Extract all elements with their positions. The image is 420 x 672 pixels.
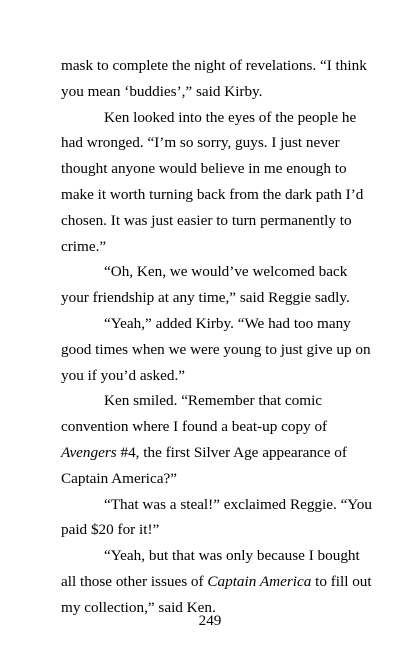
book-title-captain-america: Captain America — [207, 573, 312, 590]
text-line: my collection,” said Ken. — [61, 598, 216, 616]
text-line: convention where I found a beat-up copy of — [61, 418, 328, 436]
page-number: 249 — [198, 612, 222, 629]
text-line: you mean ‘buddies’,” said Kirby. — [61, 82, 263, 100]
text-line: paid $20 for it!” — [61, 521, 160, 539]
text-line: Ken looked into the eyes of the people he — [104, 108, 357, 126]
text-line — [61, 444, 347, 462]
text-line: “That was a steal!” exclaimed Reggie. “You — [104, 495, 372, 513]
book-title-avengers: Avengers — [61, 444, 117, 461]
text-line: “Yeah,” added Kirby. “We had too many — [104, 315, 351, 332]
text-line: you if you’d asked.” — [61, 366, 185, 384]
text-segment: to fill out — [311, 573, 372, 590]
text-line: your friendship at any time,” said Reggie sadly. — [61, 289, 350, 307]
text-line: mask to complete the night of revelations. “I think — [61, 57, 367, 74]
text-line: Captain America?” — [61, 469, 177, 487]
text-line: “Yeah, but that was only because I bought — [104, 547, 360, 565]
text-line: make it worth turning back from the dark path I’d — [61, 186, 364, 203]
text-segment: #4, the first Silver Age appearance of — [116, 444, 347, 461]
text-line: had wronged. “I’m so sorry, guys. I just never — [61, 134, 340, 152]
text-line: good times when we were young to just give up on — [61, 340, 371, 358]
text-segment: all those other issues of — [61, 573, 208, 590]
text-line: thought anyone would believe in me enough to — [61, 160, 347, 178]
text-line: “Oh, Ken, we would’ve welcomed back — [104, 263, 348, 281]
text-line: Ken smiled. “Remember that comic — [104, 392, 323, 410]
text-line: chosen. It was just easier to turn permanently to — [61, 211, 352, 229]
text-line: crime.” — [61, 237, 107, 255]
text-line — [61, 573, 372, 591]
